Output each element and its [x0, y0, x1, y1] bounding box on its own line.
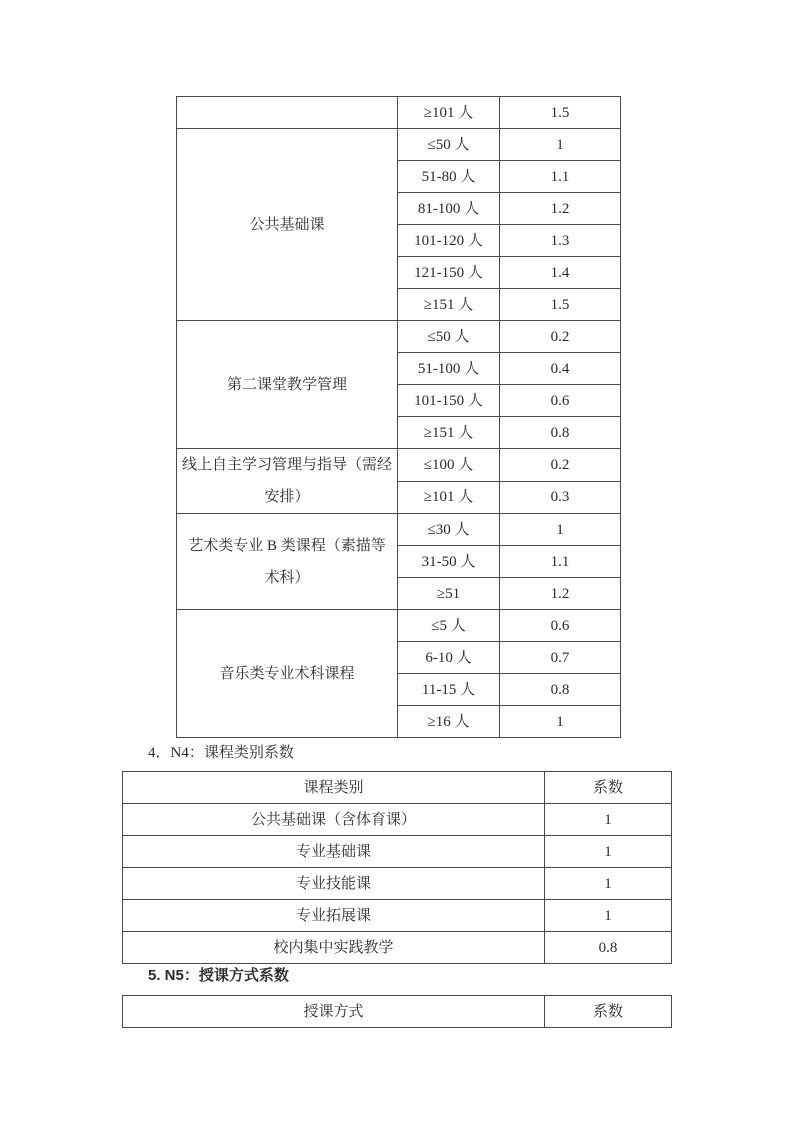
- table-row: [123, 804, 672, 836]
- coefficient-header: 系数: [545, 772, 672, 804]
- coefficient-cell: 1.1: [500, 546, 621, 578]
- class-size-cell: 51-100 人: [398, 353, 500, 385]
- class-size-cell: ≥16 人: [398, 706, 500, 738]
- class-size-cell: ≥51: [398, 578, 500, 610]
- coefficient-cell: 1: [545, 868, 672, 900]
- category-cell: 第二课堂教学管理: [177, 321, 398, 449]
- coefficient-cell: 0.2: [500, 321, 621, 353]
- course-category-table-body: [123, 804, 672, 964]
- coefficient-cell: 1.5: [500, 289, 621, 321]
- table-row: [177, 129, 621, 161]
- class-size-cell: ≥151 人: [398, 417, 500, 449]
- course-category-header: 课程类别: [123, 772, 545, 804]
- coefficient-cell: 1.1: [500, 161, 621, 193]
- coefficient-cell: 0.4: [500, 353, 621, 385]
- category-cell: [177, 97, 398, 129]
- teaching-mode-header: 授课方式: [123, 996, 545, 1028]
- table-row: [177, 97, 621, 129]
- class-size-cell: ≤100 人: [398, 449, 500, 482]
- coefficient-cell: 1.5: [500, 97, 621, 129]
- coefficient-cell: 1: [545, 836, 672, 868]
- class-size-cell: 81-100 人: [398, 193, 500, 225]
- coefficient-header: 系数: [545, 996, 672, 1028]
- coefficient-cell: 1: [545, 900, 672, 932]
- coefficient-cell: 1.3: [500, 225, 621, 257]
- coefficient-cell: 0.7: [500, 642, 621, 674]
- class-size-cell: ≤50 人: [398, 321, 500, 353]
- coefficient-cell: 0.6: [500, 610, 621, 642]
- coefficient-cell: 0.2: [500, 449, 621, 482]
- coefficient-cell: 1: [500, 129, 621, 161]
- coefficient-cell: 0.8: [500, 417, 621, 449]
- section-heading-n4: 4．N4：课程类别系数: [148, 745, 294, 761]
- course-category-coefficient-table: [122, 771, 672, 964]
- class-size-cell: ≤50 人: [398, 129, 500, 161]
- coefficient-cell: 0.8: [545, 932, 672, 964]
- class-size-cell: 101-120 人: [398, 225, 500, 257]
- class-size-cell: 101-150 人: [398, 385, 500, 417]
- class-size-cell: 51-80 人: [398, 161, 500, 193]
- class-size-cell: ≤5 人: [398, 610, 500, 642]
- class-size-cell: 11-15 人: [398, 674, 500, 706]
- coefficient-cell: 0.3: [500, 481, 621, 514]
- category-cell: 音乐类专业术科课程: [177, 610, 398, 738]
- class-size-coefficient-table-body: [177, 97, 621, 738]
- coefficient-cell: 1.2: [500, 193, 621, 225]
- coefficient-cell: 1.2: [500, 578, 621, 610]
- class-size-cell: ≤30 人: [398, 514, 500, 546]
- table-row: [123, 900, 672, 932]
- course-category-cell: 专业基础课: [123, 836, 545, 868]
- course-category-cell: 专业技能课: [123, 868, 545, 900]
- coefficient-cell: 0.8: [500, 674, 621, 706]
- class-size-coefficient-table: [176, 96, 621, 738]
- section-heading-n5: 5. N5：授课方式系数: [148, 967, 289, 984]
- course-category-cell: 专业拓展课: [123, 900, 545, 932]
- category-cell: 线上自主学习管理与指导（需经安排）: [177, 449, 398, 514]
- coefficient-cell: 1: [545, 804, 672, 836]
- table-row: [123, 868, 672, 900]
- table-row: [123, 932, 672, 964]
- class-size-cell: 121-150 人: [398, 257, 500, 289]
- category-cell: 艺术类专业 B 类课程（素描等术科）: [177, 514, 398, 610]
- class-size-cell: ≥101 人: [398, 97, 500, 129]
- table-row: [177, 514, 621, 546]
- class-size-cell: 6-10 人: [398, 642, 500, 674]
- teaching-mode-coefficient-table: [122, 995, 672, 1028]
- coefficient-cell: 1: [500, 706, 621, 738]
- coefficient-cell: 0.6: [500, 385, 621, 417]
- course-category-cell: 公共基础课（含体育课）: [123, 804, 545, 836]
- table-header-row: [123, 996, 672, 1028]
- table-row: [177, 321, 621, 353]
- table-row: [123, 836, 672, 868]
- table-row: [177, 449, 621, 482]
- class-size-cell: ≥151 人: [398, 289, 500, 321]
- class-size-cell: ≥101 人: [398, 481, 500, 514]
- coefficient-cell: 1.4: [500, 257, 621, 289]
- category-cell: 公共基础课: [177, 129, 398, 321]
- class-size-cell: 31-50 人: [398, 546, 500, 578]
- table-row: [177, 610, 621, 642]
- coefficient-cell: 1: [500, 514, 621, 546]
- course-category-cell: 校内集中实践教学: [123, 932, 545, 964]
- table-header-row: [123, 772, 672, 804]
